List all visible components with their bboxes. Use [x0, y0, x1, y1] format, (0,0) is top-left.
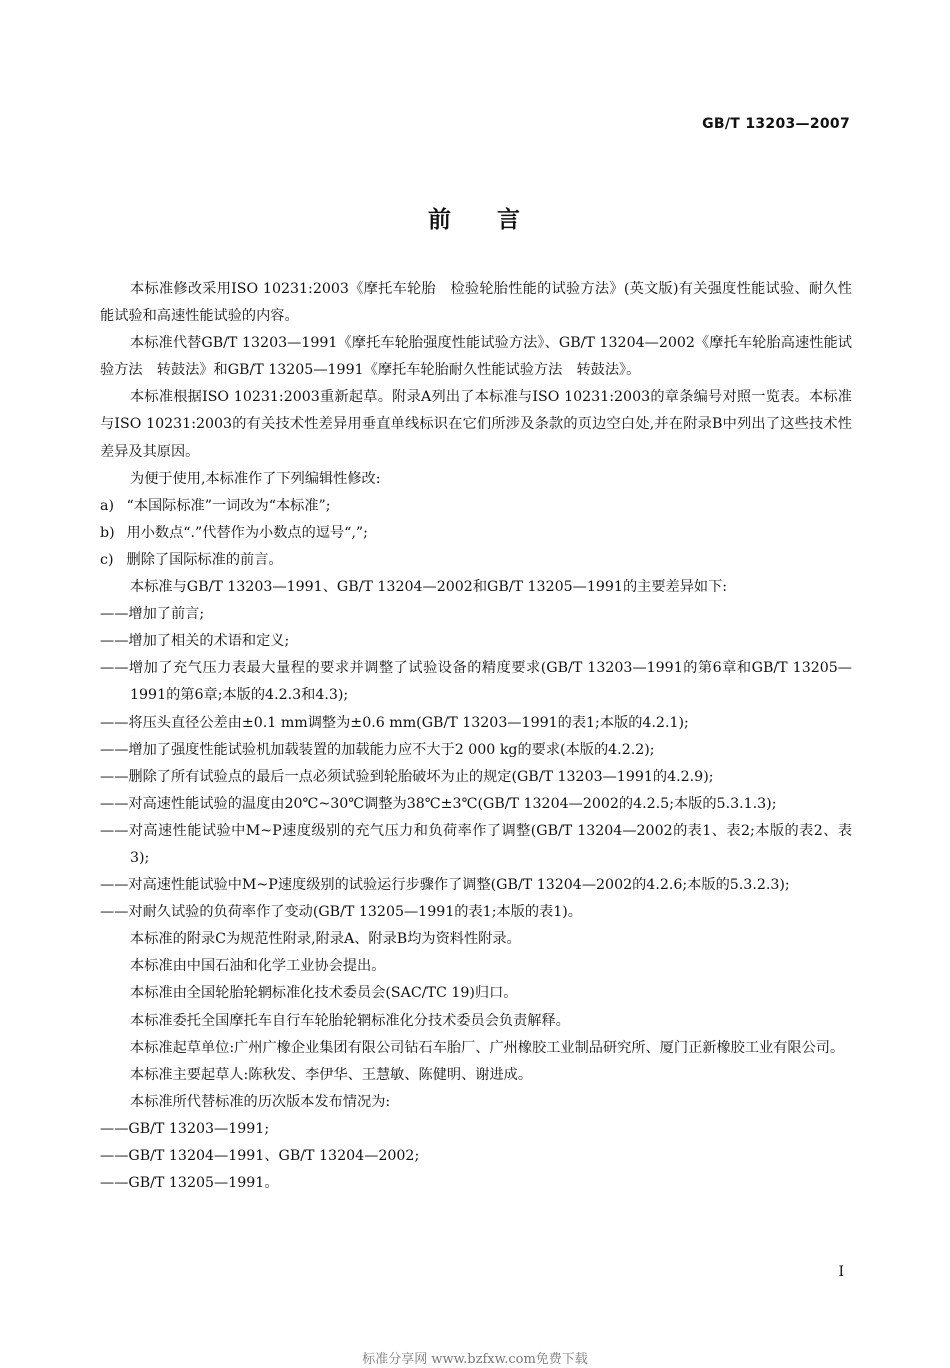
paragraph-centralized-by: 本标准由全国轮胎轮辋标准化技术委员会(SAC/TC 19)归口。: [130, 985, 518, 1002]
history-item: ——GB/T 13205—1991。: [100, 1175, 279, 1192]
paragraph-editorial-intro: 为便于使用,本标准作了下列编辑性修改:: [130, 470, 381, 487]
difference-item: ——对高速性能试验中M~P速度级别的试验运行步骤作了调整(GB/T 13204—2002的4.2.6;本版的5.3.2.3);: [100, 877, 790, 894]
history-item: ——GB/T 13203—1991;: [100, 1120, 270, 1137]
document-body: [100, 276, 852, 1197]
paragraph-interpretation: 本标准委托全国摩托车自行车轮胎轮辋标准化分技术委员会负责解释。: [130, 1012, 570, 1029]
standard-number: GB/T 13203—2007: [702, 116, 850, 132]
difference-item: ——增加了充气压力表最大量程的要求并调整了试验设备的精度要求(GB/T 13203—1991的第6章和GB/T 13205—1991的第6章;本版的4.2.3和4.3);: [100, 660, 852, 704]
paragraph-replaces: 本标准代替GB/T 13203—1991《摩托车轮胎强度性能试验方法》、GB/T 13204—2002《摩托车轮胎高速性能试验方法 转鼓法》和GB/T 13205—1991《摩托车轮胎耐久性能试验方法 转鼓法》。: [100, 335, 852, 379]
paragraph-drafters: 本标准主要起草人:陈秋发、李伊华、王慧敏、陈健明、谢进成。: [130, 1066, 533, 1083]
edit-item: [100, 547, 852, 574]
history-item: ——GB/T 13204—1991、GB/T 13204—2002;: [100, 1148, 420, 1164]
edit-item: [100, 520, 852, 547]
paragraph-adoption: 本标准修改采用ISO 10231:2003《摩托车轮胎 检验轮胎性能的试验方法》(英文版)有关强度性能试验、耐久性能试验和高速性能试验的内容。: [100, 281, 852, 325]
paragraph-redrafted: 本标准根据ISO 10231:2003重新起草。附录A列出了本标准与ISO 10231:2003的章条编号对照一览表。本标准与ISO 10231:2003的有关技术性差异用垂直单线标识在它们所涉及条款的页边空白处,并在附录B中列出了这些技术性差异及其原因。: [100, 389, 852, 460]
title-char-1: 前: [428, 207, 453, 233]
footer-watermark: 标准分享网 www.bzfxw.com免费下载: [362, 1352, 588, 1367]
edit-item-label: c): [100, 551, 114, 568]
difference-item: ——增加了前言;: [100, 606, 205, 623]
difference-item: ——将压头直径公差由±0.1 mm调整为±0.6 mm(GB/T 13203—1991的表1;本版的4.2.1);: [100, 714, 689, 731]
paragraph-drafting-units: 本标准起草单位:广州广橡企业集团有限公司钻石车胎厂、广州橡胶工业制品研究所、厦门正新橡胶工业有限公司。: [130, 1039, 845, 1056]
edit-item-label: b): [100, 524, 115, 541]
title-char-2: 言: [497, 207, 522, 233]
edit-item: [100, 493, 852, 520]
edit-item-text: “本国际标准”一词改为“本标准”;: [126, 497, 331, 514]
difference-item: ——对耐久试验的负荷率作了变动(GB/T 13205—1991的表1;本版的表1)。: [100, 904, 582, 921]
paragraph-history-intro: 本标准所代替标准的历次版本发布情况为:: [130, 1093, 391, 1110]
paragraph-annexes: 本标准的附录C为规范性附录,附录A、附录B均为资料性附录。: [130, 931, 521, 948]
page-number: I: [838, 1264, 844, 1280]
edit-item-text: 删除了国际标准的前言。: [126, 551, 283, 568]
difference-item: ——对高速性能试验的温度由20℃~30℃调整为38℃±3℃(GB/T 13204—2002的4.2.5;本版的5.3.1.3);: [100, 795, 777, 812]
edit-item-text: 用小数点“.”代替作为小数点的逗号“,”;: [126, 524, 368, 541]
paragraph-differences-intro: 本标准与GB/T 13203—1991、GB/T 13204—2002和GB/T 13205—1991的主要差异如下:: [130, 579, 728, 596]
edit-item-label: a): [100, 497, 114, 514]
difference-item: ——增加了强度性能试验机加载装置的加载能力应不大于2 000 kg的要求(本版的4.2.2);: [100, 741, 655, 758]
page-title: [0, 201, 950, 234]
difference-item: ——删除了所有试验点的最后一点必须试验到轮胎破坏为止的规定(GB/T 13203—1991的4.2.9);: [100, 768, 714, 785]
difference-item: ——对高速性能试验中M~P速度级别的充气压力和负荷率作了调整(GB/T 13204—2002的表1、表2;本版的表2、表3);: [100, 822, 852, 866]
paragraph-proposed-by: 本标准由中国石油和化学工业协会提出。: [130, 958, 386, 975]
difference-item: ——增加了相关的术语和定义;: [100, 633, 290, 650]
